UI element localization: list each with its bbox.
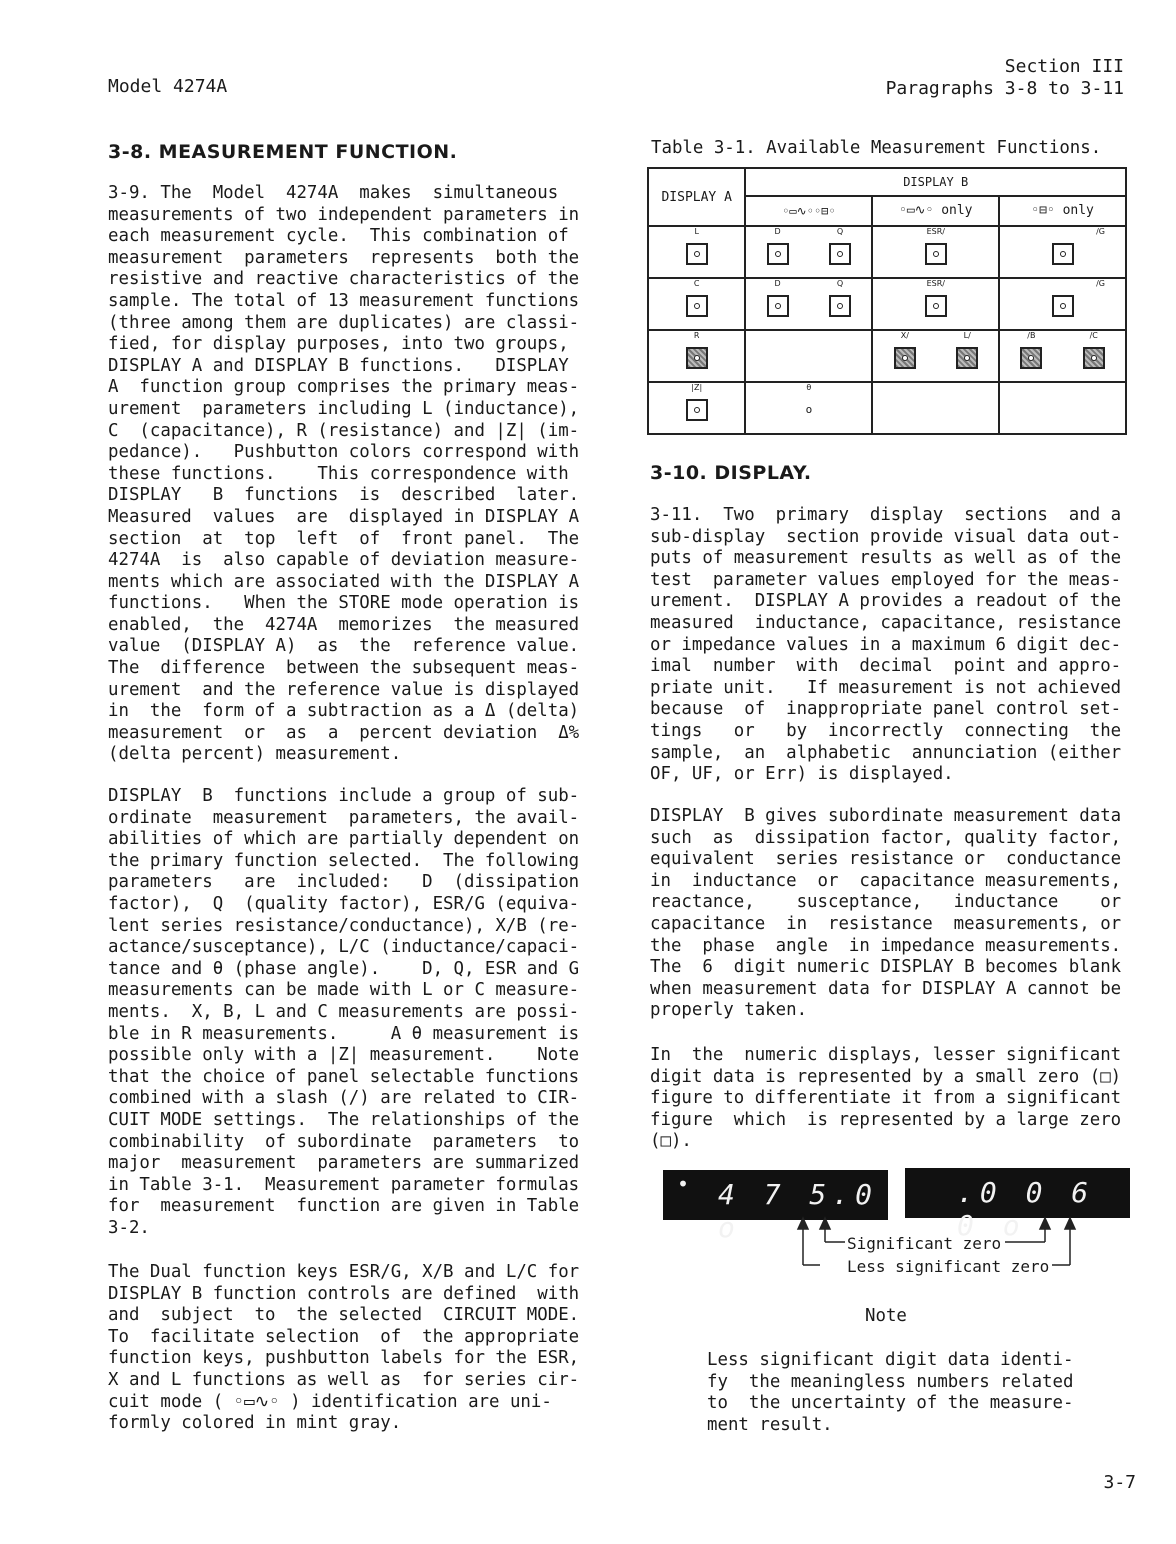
text-line: sample, an alphabetic annunciation (either <box>650 742 1122 763</box>
d-label: D <box>774 279 781 288</box>
left-paragraph-3 <box>108 1262 579 1435</box>
text-line: tings or by incorrectly connecting the <box>650 720 1122 741</box>
text-line: in Table 3-1. Measurement parameter formulas <box>108 1174 580 1195</box>
text-line: measurement or as a percent deviation Δ% <box>108 722 580 743</box>
section-label <box>886 56 1124 100</box>
text-line: in inductance or capacitance measurements, <box>650 870 1122 891</box>
c-button-icon <box>686 295 708 317</box>
esr-label: ESR/ <box>926 227 945 236</box>
text-line: reactance, susceptance, inductance or <box>650 892 1122 913</box>
text-line: combinability of subordinate parameters to <box>108 1131 580 1152</box>
text-line: cuit mode ( ◦▭∿◦ ) identification are uni- <box>108 1391 552 1412</box>
table-row <box>648 382 1126 434</box>
text-line: In the numeric displays, lesser significant <box>650 1045 1122 1065</box>
text-line: urement. DISPLAY A provides a readout of the <box>650 591 1122 612</box>
text-line: 3-9. The Model 4274A makes simultaneous <box>108 183 559 203</box>
paragraphs-range: Paragraphs 3-8 to 3-11 <box>885 78 1124 99</box>
text-line: lent series resistance/conductance), X/B (re- <box>108 915 580 936</box>
text-line: The difference between the subsequent meas- <box>108 658 580 679</box>
text-line: The Dual function keys ESR/G, X/B and L/C for <box>108 1262 580 1282</box>
text-line: sample. The total of 13 measurement functions <box>108 290 580 311</box>
text-line: each measurement cycle. This combination of <box>108 226 569 247</box>
display-b-header: DISPLAY B <box>745 168 1126 196</box>
text-line: urement parameters including L (inductance), <box>108 398 580 419</box>
row-l-label: L <box>694 227 699 236</box>
table-caption: Table 3-1. Available Measurement Functions. <box>651 138 1102 158</box>
col-series-only: ◦▭∿◦ only <box>872 196 999 226</box>
left-paragraph-1 <box>108 183 579 766</box>
d-button-icon <box>767 243 789 265</box>
text-line: measured inductance, capacitance, resistance <box>650 612 1122 633</box>
text-line: such as dissipation factor, quality factor, <box>650 827 1122 848</box>
g-label: /G <box>1096 279 1105 288</box>
text-line: DISPLAY B gives subordinate measurement data <box>650 806 1122 826</box>
esr-label: ESR/ <box>926 279 945 288</box>
z-button-icon <box>686 399 708 421</box>
b-label: /B <box>1027 331 1036 340</box>
text-line: imal number with decimal point and appro- <box>650 656 1122 677</box>
text-line: (delta percent) measurement. <box>108 744 402 765</box>
text-line: that the choice of panel selectable functions <box>108 1066 580 1087</box>
text-line: DISPLAY B functions include a group of sub- <box>108 786 580 806</box>
text-line: resistive and reactive characteristics of the <box>108 269 580 290</box>
text-line: equivalent series resistance or conductance <box>650 849 1122 870</box>
text-line: CUIT MODE settings. The relationships of the <box>108 1109 580 1130</box>
row-c-label: C <box>693 279 700 288</box>
text-line: because of inappropriate panel control set- <box>650 699 1122 720</box>
text-line: function keys, pushbutton labels for the ESR, <box>108 1348 580 1369</box>
heading-measurement-function: 3-8. MEASUREMENT FUNCTION. <box>108 141 458 163</box>
text-line: the phase angle in impedance measurements. <box>650 935 1122 956</box>
text-line: The 6 digit numeric DISPLAY B becomes blank <box>650 957 1122 978</box>
text-line: properly taken. <box>650 1000 808 1021</box>
less-significant-zero-label: Less significant zero <box>847 1257 1050 1276</box>
l-label: L/ <box>963 331 971 340</box>
text-line: functions. When the STORE mode operation is <box>108 593 580 614</box>
text-line: for measurement function are given in Table <box>108 1196 580 1217</box>
text-line: OF, UF, or Err) is displayed. <box>650 764 954 785</box>
note-body <box>707 1350 1073 1436</box>
text-line: To facilitate selection of the appropriate <box>108 1326 580 1347</box>
table-row <box>648 330 1126 382</box>
text-line: fied, for display purposes, into two groups, <box>108 334 569 355</box>
text-line: ble in R measurements. A θ measurement is <box>108 1023 580 1044</box>
text-line: combined with a slash (/) are related to CIR- <box>108 1088 580 1109</box>
text-line: priate unit. If measurement is not achieved <box>650 677 1122 698</box>
section-title: Section III <box>1004 56 1124 77</box>
text-line: DISPLAY B function controls are defined with <box>108 1283 580 1304</box>
text-line: puts of measurement results as well as of the <box>650 548 1122 569</box>
text-line: parameters are included: D (dissipation <box>108 872 580 893</box>
decimal-dot-icon: • <box>677 1172 696 1196</box>
heading-display: 3-10. DISPLAY. <box>650 462 812 484</box>
text-line: capacitance in resistance measurements, or <box>650 913 1122 934</box>
l-sub-button-icon <box>956 347 978 369</box>
x-label: X/ <box>900 331 909 340</box>
text-line: section at top left of front panel. The <box>108 528 580 549</box>
display-a-header: DISPLAY A <box>648 168 745 226</box>
g-button-icon <box>1052 243 1074 265</box>
d-label: D <box>774 227 781 236</box>
esr-button-icon <box>925 243 947 265</box>
theta-label: θ <box>806 383 812 392</box>
text-line: test parameter values employed for the meas- <box>650 569 1122 590</box>
text-line: and subject to the selected CIRCUIT MODE. <box>108 1305 580 1326</box>
text-line: possible only with a |Z| measurement. Note <box>108 1045 580 1066</box>
text-line: DISPLAY B functions is described later. <box>108 485 580 506</box>
text-line: measurements of two independent parameters in <box>108 204 580 225</box>
text-line: when measurement data for DISPLAY A cannot be <box>650 978 1122 999</box>
text-line: 3-11. Two primary display sections and a <box>650 505 1122 525</box>
text-line: (three among them are duplicates) are classi- <box>108 312 580 333</box>
text-line: sub-display section provide visual data out- <box>650 526 1122 547</box>
q-button-icon <box>829 243 851 265</box>
d-button-icon <box>767 295 789 317</box>
row-r-label: R <box>693 331 700 340</box>
text-line: fy the meaningless numbers related <box>707 1371 1074 1392</box>
display-a-readout: 4 7 5.0 o <box>718 1178 879 1244</box>
table-row <box>648 278 1126 330</box>
right-paragraph-1 <box>650 505 1121 786</box>
text-line: factor), Q (quality factor), ESR/G (equiva- <box>108 893 580 914</box>
g-label: /G <box>1096 227 1105 236</box>
text-line: DISPLAY A and DISPLAY B functions. DISPLAY <box>108 355 569 376</box>
text-line: ments which are associated with the DISPLAY A <box>108 571 580 592</box>
q-button-icon <box>829 295 851 317</box>
r-button-icon <box>686 347 708 369</box>
q-label: Q <box>836 279 844 288</box>
right-paragraph-3 <box>650 1045 1121 1153</box>
g-button-icon <box>1052 295 1074 317</box>
text-line: figure which is represented by a large zero <box>650 1109 1122 1130</box>
q-label: Q <box>836 227 844 236</box>
text-line: ordinate measurement parameters, the avail- <box>108 807 580 828</box>
text-line: major measurement parameters are summarized <box>108 1153 580 1174</box>
text-line: urement and the reference value is displayed <box>108 679 580 700</box>
text-line: pedance). Pushbutton colors correspond with <box>108 442 580 463</box>
text-line: enabled, the 4274A memorizes the measured <box>108 614 580 635</box>
right-paragraph-2 <box>650 806 1121 1022</box>
x-button-icon <box>894 347 916 369</box>
page-number: 3-7 <box>1103 1472 1136 1493</box>
text-line: ments. X, B, L and C measurements are possi- <box>108 1001 580 1022</box>
text-line: these functions. This correspondence with <box>108 463 569 484</box>
text-line: tance and θ (phase angle). D, Q, ESR and G <box>108 958 580 979</box>
text-line: value (DISPLAY A) as the reference value. <box>108 636 580 657</box>
text-line: to the uncertainty of the measure- <box>707 1393 1074 1414</box>
text-line: figure to differentiate it from a significant <box>650 1088 1122 1109</box>
c-sub-button-icon <box>1083 347 1105 369</box>
significant-zero-label: Significant zero <box>847 1234 1002 1253</box>
col-parallel-only: ◦⊟◦ only <box>999 196 1126 226</box>
text-line: ment result. <box>707 1414 833 1435</box>
col-both-circuit: ◦▭∿◦◦⊟◦ <box>745 196 872 226</box>
display-a-illustration <box>663 1170 888 1244</box>
text-line: digit data is represented by a small zero (□) <box>650 1066 1122 1087</box>
measurement-functions-table <box>647 167 1127 435</box>
table-row <box>648 226 1126 278</box>
text-line: actance/susceptance), L/C (inductance/capaci- <box>108 937 580 958</box>
text-line: A function group comprises the primary meas- <box>108 377 580 398</box>
text-line: Less significant digit data identi- <box>707 1350 1074 1370</box>
c-label: /C <box>1089 331 1098 340</box>
text-line: C (capacitance), R (resistance) and |Z| (im- <box>108 420 580 441</box>
theta-indicator-icon: o <box>805 403 813 416</box>
text-line: the primary function selected. The following <box>108 850 580 871</box>
text-line: measurement parameters represents both the <box>108 247 580 268</box>
text-line: or impedance values in a maximum 6 digit dec- <box>650 634 1122 655</box>
l-button-icon <box>686 243 708 265</box>
left-paragraph-2 <box>108 786 579 1239</box>
row-z-label: |Z| <box>691 383 703 392</box>
display-b-readout: .0 0 6 0 o <box>957 1176 1095 1242</box>
text-line: formly colored in mint gray. <box>108 1413 402 1434</box>
text-line: abilities of which are partially dependent on <box>108 829 580 850</box>
text-line: 3-2. <box>108 1217 150 1238</box>
display-b-illustration <box>905 1168 1130 1242</box>
note-title: Note <box>865 1306 907 1326</box>
model-label: Model 4274A <box>108 76 228 97</box>
b-button-icon <box>1020 347 1042 369</box>
text-line: X and L functions as well as for series cir- <box>108 1369 580 1390</box>
text-line: measurements can be made with L or C measure- <box>108 980 580 1001</box>
text-line: in the form of a subtraction as a Δ (delta) <box>108 701 580 722</box>
text-line: (□). <box>650 1131 692 1152</box>
text-line: 4274A is also capable of deviation measure- <box>108 550 580 571</box>
esr-button-icon <box>925 295 947 317</box>
text-line: Measured values are displayed in DISPLAY A <box>108 506 580 527</box>
